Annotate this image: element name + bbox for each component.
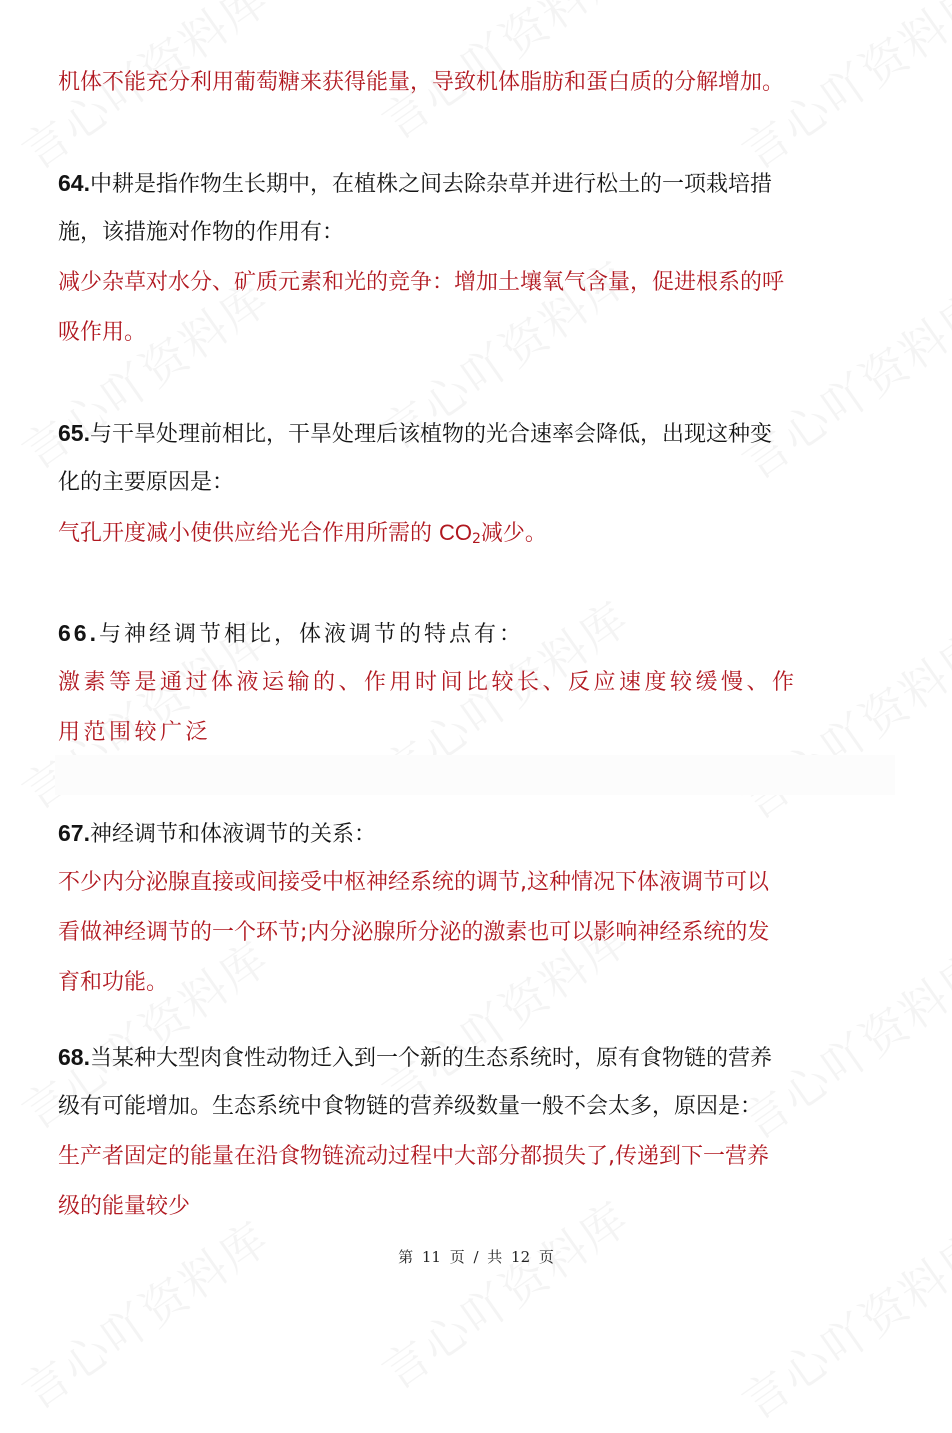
- answer-line: 吸作用。: [58, 320, 147, 345]
- answer-line: 育和功能。: [58, 970, 169, 995]
- answer-line: 不少内分泌腺直接或间接受中枢神经系统的调节,这种情况下体液调节可以: [58, 870, 769, 895]
- answer-line: 机体不能充分利用葡萄糖来获得能量，导致机体脂肪和蛋白质的分解增加。: [58, 70, 785, 95]
- chemical-formula: CO: [439, 520, 472, 545]
- answer-line: 看做神经调节的一个环节;内分泌腺所分泌的激素也可以影响神经系统的发: [58, 920, 770, 945]
- answer-line: 用范围较广泛: [58, 720, 212, 745]
- question-65: [58, 418, 772, 450]
- question-67: [58, 818, 376, 850]
- answer-line: 减少杂草对水分、矿质元素和光的竞争：增加土壤氧气含量，促进根系的呼: [58, 270, 785, 295]
- watermark: [367, 1183, 641, 1402]
- question-line: 化的主要原因是：: [58, 470, 235, 495]
- faint-band: [55, 755, 895, 795]
- answer-text: 气孔开度减小使供应给光合作用所需的: [58, 521, 439, 546]
- question-text: 中耕是指作物生长期中，在植株之间去除杂草并进行松土的一项栽培措: [89, 172, 772, 197]
- question-66: [58, 618, 524, 650]
- question-68: [58, 1042, 772, 1074]
- question-number: 64.: [58, 170, 90, 196]
- question-text: 与神经调节相比，体液调节的特点有：: [98, 622, 524, 647]
- page-number: 第 11 页 / 共 12 页: [398, 1248, 554, 1266]
- question-number: 66.: [58, 620, 99, 646]
- question-text: 当某种大型肉食性动物迁入到一个新的生态系统时，原有食物链的营养: [89, 1046, 772, 1071]
- question-text: 神经调节和体液调节的关系：: [89, 822, 376, 847]
- question-line: 施，该措施对作物的作用有：: [58, 220, 345, 245]
- watermark: [727, 613, 952, 832]
- question-number: 67.: [58, 820, 90, 846]
- question-number: 68.: [58, 1044, 90, 1070]
- answer-line: 生产者固定的能量在沿食物链流动过程中大部分都损失了,传递到下一营养: [58, 1144, 769, 1169]
- question-number: 65.: [58, 420, 90, 446]
- answer-line: 激素等是通过体液运输的、作用时间比较长、反应速度较缓慢、作: [58, 670, 798, 695]
- question-line: 级有可能增加。生态系统中食物链的营养级数量一般不会太多，原因是：: [58, 1094, 763, 1119]
- answer-text: 减少。: [480, 521, 547, 546]
- watermark: [727, 273, 952, 492]
- answer-line: [58, 518, 547, 554]
- subscript: 2: [472, 531, 481, 547]
- answer-line: 级的能量较少: [58, 1194, 191, 1219]
- watermark: [7, 1203, 281, 1422]
- question-64: [58, 168, 772, 200]
- question-text: 与干旱处理前相比，干旱处理后该植物的光合速率会降低，出现这种变: [89, 422, 772, 447]
